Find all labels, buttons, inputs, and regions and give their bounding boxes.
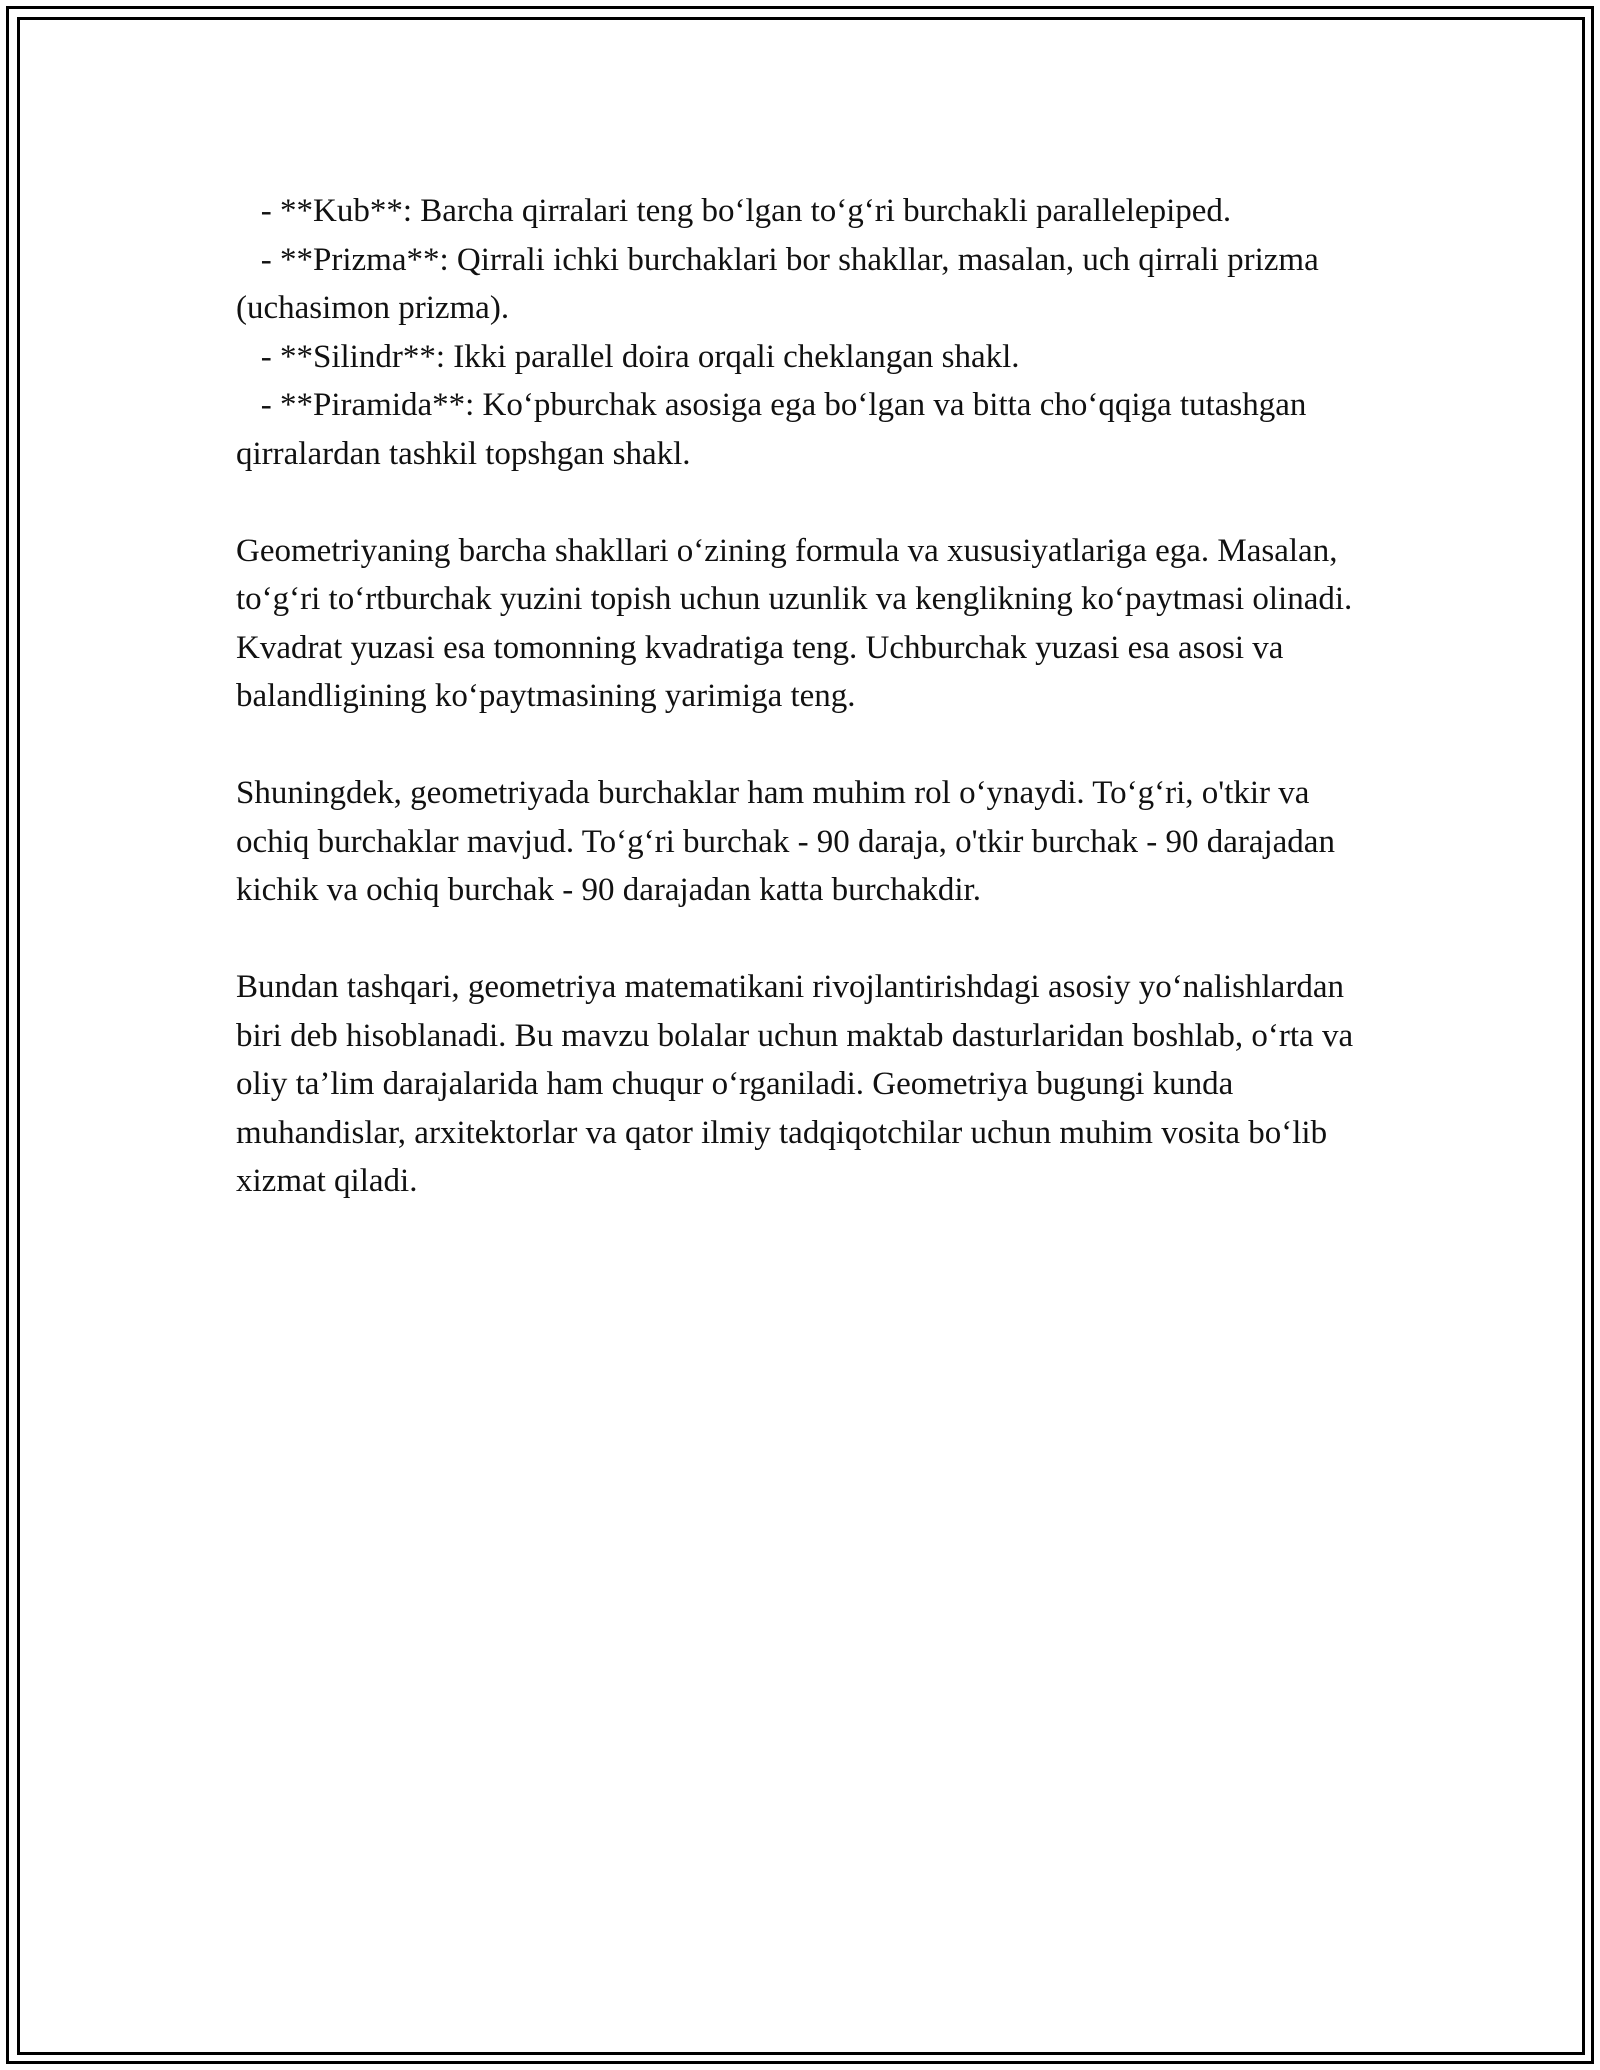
- paragraph-importance: Bundan tashqari, geometriya matematikani rivojlantirishdagi asosiy yo‘nalishlardan biri deb hisoblanadi. Bu mavzu bolalar uchun maktab dasturlaridan boshlab, o‘rta va oliy ta’lim darajalarida ham chuqur o‘rganiladi. Geometriya bugungi kunda muhandislar, arxitektorlar va qator ilmiy tadqiqotchilar uchun muhim vosita bo‘lib xizmat qiladi.: [236, 969, 1362, 1199]
- list-item-prizma: - **Prizma**: Qirrali ichki burchaklari bor shakllar, masalan, uch qirrali prizma (uchasimon prizma).: [236, 241, 1327, 326]
- list-item-silindr: - **Silindr**: Ikki parallel doira orqali cheklangan shakl.: [236, 338, 1020, 375]
- list-item-kub: - **Kub**: Barcha qirralari teng bo‘lgan to‘g‘ri burchakli parallelepiped.: [236, 193, 1232, 229]
- paragraph-angles: Shuningdek, geometriyada burchaklar ham muhim rol o‘ynaydi. To‘g‘ri, o'tkir va ochiq burchaklar mavjud. To‘g‘ri burchak - 90 daraja, o'tkir burchak - 90 darajadan kichik va ochiq burchak - 90 darajadan katta burchakdir.: [236, 775, 1344, 908]
- paragraph-spacer: [236, 915, 1356, 964]
- shapes-list: [236, 187, 1356, 478]
- paragraph-formulas: Geometriyaning barcha shakllari o‘zining formula va xususiyatlariga ega. Masalan, to‘g‘ri to‘rtburchak yuzini topish uchun uzunlik va kenglikning ko‘paytmasi olinadi. Kvadrat yuzasi esa tomonning kvadratiga teng. Uchburchak yuzasi esa asosi va balandligining ko‘paytmasining yarimiga teng.: [236, 532, 1361, 714]
- list-item-piramida: - **Piramida**: Ko‘pburchak asosiga ega bo‘lgan va bitta cho‘qqiga tutashgan qirralardan tashkil topshgan shakl.: [236, 387, 1315, 472]
- paragraph-spacer: [236, 721, 1356, 770]
- paragraph-spacer: [236, 478, 1356, 527]
- document-body: [236, 187, 1362, 1206]
